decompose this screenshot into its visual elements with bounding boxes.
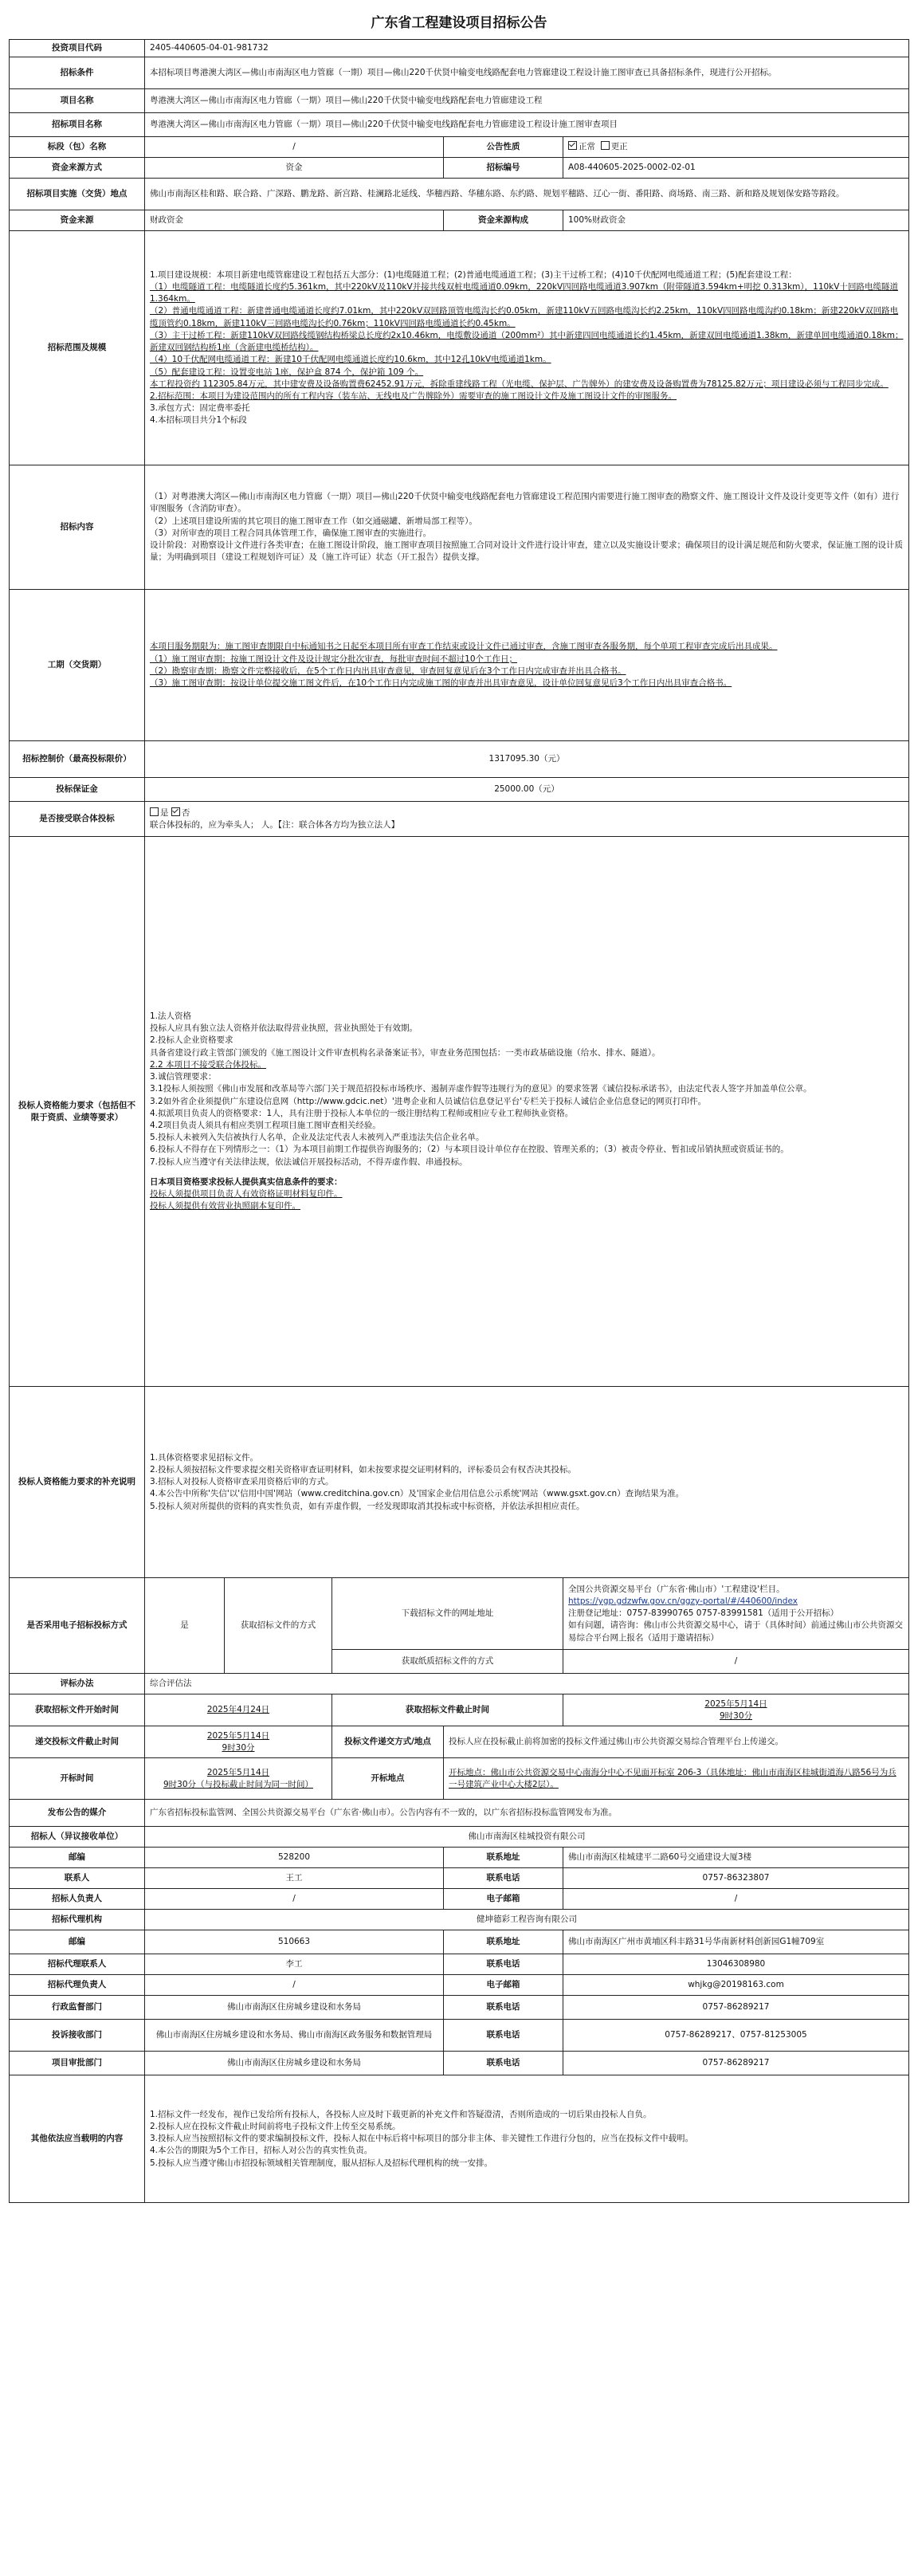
other bbox=[145, 2075, 909, 2203]
project-code-label: 投资项目代码 bbox=[10, 40, 145, 57]
price: 1317095.30（元） bbox=[145, 741, 909, 778]
extra-line: 4.本公告中所称'失信'以'信用中国'网站（www.creditchina.gov.cn）及'国家企业信用信息公示系统'网站（www.gsxt.gov.cn）查询结果为准。 bbox=[150, 1489, 685, 1499]
consortium-note: 联合体投标的，应为牵头人； 人。【注：联合体各方均为独立法人】 bbox=[150, 819, 400, 830]
announce-label: 公告性质 bbox=[444, 137, 563, 158]
open-place-label: 开标地点 bbox=[332, 1758, 444, 1800]
qualify-line: 4.2项目负责人须具有相应类别工程项目施工图审查相关经验。 bbox=[150, 1120, 381, 1130]
tender-name: 粤港澳大湾区—佛山市南海区电力管廊（一期）项目—佛山220千伏贤中输变电线路配套电力管廊建设工程设计施工图审查项目 bbox=[145, 113, 909, 137]
location-label: 招标项目实施（交货）地点 bbox=[10, 179, 145, 210]
phone-label: 联系电话 bbox=[444, 2020, 563, 2052]
download-line: 如有问题，请咨询：佛山市公共资源交易中心，请于（具体时间）前通过佛山市公共资源交易综合平台网上报名（适用于邀请招标） bbox=[568, 1620, 903, 1643]
qualify-line: 2.投标人企业资格要求 bbox=[150, 1035, 233, 1046]
agency-contact-label: 招标代理联系人 bbox=[10, 1954, 145, 1975]
row-eval bbox=[10, 1674, 909, 1694]
open-place: 开标地点：佛山市公共资源交易中心南海分中心不见面开标室 206-3（具体地址：佛山市南海区桂城街道海八路56号为兵一号建筑产业中心大楼2层）。 bbox=[444, 1758, 909, 1800]
complaint-label: 投诉接收部门 bbox=[10, 2020, 145, 2052]
other-line: 3.投标人应当按照招标文件的要求编制投标文件，投标人拟在中标后将中标项目的部分非主体、非关键性工作进行分包的，应当在投标文件中载明。 bbox=[150, 2134, 694, 2144]
row-fund bbox=[10, 210, 909, 231]
extra-label: 投标人资格能力要求的补充说明 bbox=[10, 1387, 145, 1578]
page-title: 广东省工程建设项目招标公告 bbox=[371, 15, 547, 31]
agency-label: 招标代理机构 bbox=[10, 1910, 145, 1930]
row-tenderer-leader bbox=[10, 1889, 909, 1910]
submit-place-label: 投标文件递交方式/地点 bbox=[332, 1726, 444, 1758]
content-line: （3）对所审查的项目工程合同具体管理工作，确保施工图审查的实施进行。 bbox=[150, 528, 432, 538]
consortium: 是 否 联合体投标的，应为牵头人； 人。【注：联合体各方均为独立法人】 bbox=[145, 802, 909, 837]
qualify-line: 具备省建设行政主管部门颁发的《施工图设计文件审查机构名录备案证书》，审查业务范围包括：一类市政基础设施（给水、排水、隧道）。 bbox=[150, 1047, 661, 1058]
fulfil-label: 项目审批部门 bbox=[10, 2052, 145, 2075]
tenderer-name: 佛山市南海区桂城投资有限公司 bbox=[145, 1827, 909, 1848]
row-agency-contact bbox=[10, 1954, 909, 1975]
row-period bbox=[10, 590, 909, 741]
row-complaint bbox=[10, 2020, 909, 2052]
get-start: 2025年4月24日 bbox=[145, 1694, 332, 1726]
row-qualify bbox=[10, 837, 909, 1387]
row-project-name bbox=[10, 89, 909, 113]
email: whjkg@20198163.com bbox=[563, 1975, 909, 1996]
qualify-notice-line: 投标人须提供项目负责人有效资格证明材料复印件。 bbox=[150, 1189, 343, 1200]
qualify-line: 3.诚信管理要求： bbox=[150, 1072, 217, 1082]
other-line: 2.投标人应在投标文件截止时间前将电子投标文件上传至交易系统。 bbox=[150, 2121, 401, 2131]
extra-line: 2.投标人须按招标文件要求提交相关资格审查证明材料，如未按要求提交证明材料的，评标委员会有权否决其投标。 bbox=[150, 1464, 577, 1475]
scope-line: （3）主干过桥工程：新建110kV双回路线缆钢结构桥梁总长度约2x10.46km，电缆敷设通道（200mm²）其中新建四回电缆通道长约1.45km，新建双回电缆通道1.38km，新建单回电缆通道0.18km；新建双回钢结构桥1座（含新建电缆桥结构）。 bbox=[150, 330, 904, 353]
other-line: 4.本公告的期限为5个工作日，招标人对公告的真实性负责。 bbox=[150, 2146, 373, 2156]
scope-line: 本工程投资约 112305.84万元，其中建安费及设备购置费62452.91万元，拆除重建线路工程（光电缆、保护层、广告牌外）的建安费及设备购置费为78125.82万元；项目建设必须与工程同步完成。 bbox=[150, 379, 889, 389]
agency-leader: / bbox=[145, 1975, 444, 1996]
paper-label: 获取纸质招标文件的方式 bbox=[332, 1650, 563, 1674]
content-line: （1）对粤港澳大湾区—佛山市南海区电力管廊（一期）项目—佛山220千伏贤中输变电线路配套电力管廊建设工程范围内需要进行施工图审查的勘察文件、施工图设计文件及设计变更等文件（如有）进行审图服务（含消防审查）。 bbox=[150, 492, 900, 514]
row-tender-name bbox=[10, 113, 909, 137]
download bbox=[563, 1578, 909, 1650]
announce-options: 正常 更正 bbox=[563, 137, 909, 158]
content-line: 设计阶段：对勘察设计文件进行各类审查；在施工图设计阶段，施工图审查项目按照施工合同对设计文件进行设计审查，建立以及实施设计要求；确保项目的设计满足规范和防火要求，保证施工图的设计质量；为明确到项目（建设工程规划许可证）及（施工许可证）状态（开工报告）提供支撑。 bbox=[150, 540, 903, 563]
period-line: 本项目服务期限为：施工图审查期限自中标通知书之日起至本项目所有审查工作结束或设计文件已通过审查，含施工图审查各服务期，每个单项工程审查完成后出具成果。 bbox=[150, 642, 778, 652]
fund: 财政资金 bbox=[145, 210, 444, 231]
scope-line: 2.招标范围：本项目为建设范围内的所有工程内容（装车站、无线电及广告牌除外）需要审查的施工图设计文件及施工图设计文件的审图服务。 bbox=[150, 391, 677, 401]
row-other bbox=[10, 2075, 909, 2203]
address-label: 联系地址 bbox=[444, 1930, 563, 1954]
paper: / bbox=[563, 1650, 909, 1674]
checkbox-consortium-no bbox=[171, 807, 180, 816]
phone: 0757-86323807 bbox=[563, 1868, 909, 1889]
supervise-label: 行政监督部门 bbox=[10, 1996, 145, 2020]
row-e-bidding bbox=[10, 1578, 909, 1650]
phone: 13046308980 bbox=[563, 1954, 909, 1975]
consortium-label: 是否接受联合体投标 bbox=[10, 802, 145, 837]
fund-source: 资金 bbox=[145, 158, 444, 179]
tender-name-label: 招标项目名称 bbox=[10, 113, 145, 137]
content bbox=[145, 465, 909, 590]
scope-label: 招标范围及规模 bbox=[10, 231, 145, 465]
period-label: 工期（交货期） bbox=[10, 590, 145, 741]
qualify-line: 3.2如外省企业须提供广东建设信息网（http://www.gdcic.net）'进粤企业和人员诚信信息登记平台'专栏关于投标人诚信企业信息登记的网页打印件。 bbox=[150, 1096, 707, 1106]
row-open bbox=[10, 1758, 909, 1800]
checkbox-correction bbox=[601, 141, 610, 150]
other-line: 5.投标人应当遵守佛山市招投标领域相关管理制度，服从招标人及招标代理机构的统一安排。 bbox=[150, 2158, 493, 2168]
media: 广东省招标投标监管网、全国公共资源交易平台（广东省·佛山市）。公告内容有不一致的，以广东省招标投标监管网发布为准。 bbox=[145, 1800, 909, 1827]
open: 2025年5月14日 9时30分（与投标截止时间为同一时间） bbox=[145, 1758, 332, 1800]
supervise-phone: 0757-86289217 bbox=[563, 1996, 909, 2020]
download-line: 注册登记地址：0757-83990765 0757-83991581（适用于公开招标） bbox=[568, 1608, 839, 1619]
row-submit bbox=[10, 1726, 909, 1758]
download-label: 下载招标文件的网址地址 bbox=[332, 1578, 563, 1650]
row-tenderer-contact bbox=[10, 1868, 909, 1889]
agency: 健坤德彩工程咨询有限公司 bbox=[145, 1910, 909, 1930]
phone-label: 联系电话 bbox=[444, 1996, 563, 2020]
other-label: 其他依法应当载明的内容 bbox=[10, 2075, 145, 2203]
tenderer-title: 招标人（异议接收单位） bbox=[10, 1827, 145, 1848]
announcement-table bbox=[9, 39, 909, 2203]
agency-leader-label: 招标代理负责人 bbox=[10, 1975, 145, 1996]
qualify-notice-line: 投标人须提供有效营业执照副本复印件。 bbox=[150, 1201, 300, 1211]
complaint: 佛山市南海区住房城乡建设和水务局、佛山市南海区政务服务和数据管理局 bbox=[145, 2020, 444, 2052]
get-end: 2025年5月14日 9时30分 bbox=[563, 1694, 909, 1726]
scope-line: （4）10千伏配网电缆通道工程：新建10千伏配网电缆通道长度约10.6km，其中12孔10kV电缆通道1km。 bbox=[150, 355, 551, 365]
scope-line: （1）电缆隧道工程：电缆隧道长度约5.361km，其中220kV及110kV并接共线双桩电缆通道0.09km，220kV四回路电缆通道3.907km（附带隧道3.594km+明挖 0.313km），110kV十回路电缆隧道1.364km。 bbox=[150, 282, 898, 304]
postcode: 510663 bbox=[145, 1930, 444, 1954]
qualify-line: 3.1投标人须按照《佛山市发展和改革局等六部门关于规范招投标市场秩序、遏制弄虚作假等违规行为的意见》的要求签署《诚信投标承诺书》，由法定代表人签字并加盖单位公章。 bbox=[150, 1084, 812, 1094]
download-line: 全国公共资源交易平台（广东省·佛山市）'工程建设'栏目。 bbox=[568, 1584, 785, 1594]
phone-label: 联系电话 bbox=[444, 2052, 563, 2075]
open-label: 开标时间 bbox=[10, 1758, 145, 1800]
project-code: 2405-440605-04-01-981732 bbox=[145, 40, 909, 57]
email: / bbox=[563, 1889, 909, 1910]
extra-line: 1.具体资格要求见招标文件。 bbox=[150, 1452, 259, 1463]
section: / bbox=[145, 137, 444, 158]
row-extra bbox=[10, 1387, 909, 1578]
contact: 李工 bbox=[145, 1954, 444, 1975]
e-label: 是否采用电子招标投标方式 bbox=[10, 1578, 145, 1674]
project-no: A08-440605-2025-0002-02-01 bbox=[563, 158, 909, 179]
fulfil: 佛山市南海区住房城乡建设和水务局 bbox=[145, 2052, 444, 2075]
scope-line: （2）普通电缆通道工程：新建普通电缆通道长度约7.01km，其中220kV双回路顶管电缆沟长约0.05km，新建110kV五回路电缆沟长约2.25km，110kV四回路电缆沟约0.18km；新建220kV双回路电缆顶管约0.18km，新建110kV三回路电缆沟长约0.76km；110kV四回路电缆通道长约0.45km。 bbox=[150, 306, 899, 328]
row-content bbox=[10, 465, 909, 590]
row-conditions bbox=[10, 57, 909, 89]
scope-line: 1.项目建设规模：本项目新建电缆管廊建设工程包括五大部分：(1)电缆隧道工程；(2)普通电缆通道工程；(3)主干过桥工程；(4)10千伏配网电缆通道工程；(5)配套建设工程： bbox=[150, 269, 797, 280]
row-price bbox=[10, 741, 909, 778]
qualify-line: 投标人应具有独立法人资格并依法取得营业执照，营业执照处于有效期。 bbox=[150, 1023, 418, 1034]
phone-label: 联系电话 bbox=[444, 1868, 563, 1889]
fund-ratio-label: 资金来源构成 bbox=[444, 210, 563, 231]
row-media bbox=[10, 1800, 909, 1827]
row-get-time bbox=[10, 1694, 909, 1726]
row-tenderer-postcode bbox=[10, 1848, 909, 1868]
scope-line: 4.本招标项目共分1个标段 bbox=[150, 415, 247, 426]
eval: 综合评估法 bbox=[145, 1674, 909, 1694]
row-agency-postcode bbox=[10, 1930, 909, 1954]
address-label: 联系地址 bbox=[444, 1848, 563, 1868]
qualify-line: 1.法人资格 bbox=[150, 1011, 192, 1021]
address: 佛山市南海区广州市黄埔区科丰路31号华南新材料创新园G1幢709室 bbox=[563, 1930, 909, 1954]
period-line: （3）施工图审查期：按设计单位提交施工图文件后，在10个工作日内完成施工图的审查并出具审查意见，设计单位回复意见后3个工作日内出具审查合格书。 bbox=[150, 677, 732, 688]
qualify-line: 2.2 本项目不接受联合体投标。 bbox=[150, 1059, 267, 1070]
period-line: （2）勘察审查期：勘察文件完整接收后，在5个工作日内出具审查意见，审查回复意见后在3个工作日内完成审查并出具合格书。 bbox=[150, 666, 626, 676]
media-label: 发布公告的媒介 bbox=[10, 1800, 145, 1827]
other-line: 1.招标文件一经发布，视作已发给所有投标人，各投标人应及时下载更新的补充文件和答疑澄清，否则所造成的一切后果由投标人自负。 bbox=[150, 2109, 652, 2119]
postcode-label: 邮编 bbox=[10, 1848, 145, 1868]
period-line: （1）施工图审查期：按施工图设计文件及设计规定分批次审查，每批审查时间不超过10个工作日； bbox=[150, 654, 518, 664]
extra bbox=[145, 1387, 909, 1578]
bond: 25000.00（元） bbox=[145, 778, 909, 802]
row-consortium bbox=[10, 802, 909, 837]
extra-line: 5.投标人须对所提供的资料的真实性负责，如有弄虚作假，一经发现即取消其投标或中标资格，并依法承担相应责任。 bbox=[150, 1501, 585, 1511]
contact-label: 联系人 bbox=[10, 1868, 145, 1889]
fund-source-label: 资金来源方式 bbox=[10, 158, 145, 179]
scope-line: （5）配套建设工程：设置变电站 1座，保护盒 874 个，保护箱 109 个。 bbox=[150, 367, 424, 377]
email-label: 电子邮箱 bbox=[444, 1975, 563, 1996]
section-label: 标段（包）名称 bbox=[10, 137, 145, 158]
qualify-label: 投标人资格能力要求（包括但不限于资质、业绩等要求） bbox=[10, 837, 145, 1387]
bond-label: 投标保证金 bbox=[10, 778, 145, 802]
qualify-line: 7.投标人应当遵守有关法律法规，依法诚信开展投标活动，不得弄虚作假、串通投标。 bbox=[150, 1156, 468, 1167]
complaint-phone: 0757-86289217、0757-81253005 bbox=[563, 2020, 909, 2052]
row-scope bbox=[10, 231, 909, 465]
checkbox-consortium-yes bbox=[150, 807, 159, 816]
content-line: （2）上述项目建设所需的其它项目的施工图审查工作（如交通磁罐、新增局部工程等）。 bbox=[150, 516, 477, 526]
checkbox-normal bbox=[568, 141, 577, 150]
price-label: 招标控制价（最高投标限价） bbox=[10, 741, 145, 778]
leader: / bbox=[145, 1889, 444, 1910]
row-tenderer bbox=[10, 1827, 909, 1848]
content-label: 招标内容 bbox=[10, 465, 145, 590]
conditions: 本招标项目粤港澳大湾区—佛山市南海区电力管廊（一期）项目—佛山220千伏贤中输变电线路配套电力管廊建设工程设计施工图审查已具备招标条件，现进行公开招标。 bbox=[145, 57, 909, 89]
scope-line: 3.承包方式：固定费率委托 bbox=[150, 403, 250, 414]
download-url-link[interactable]: https://ygp.gdzwfw.gov.cn/ggzy-portal/#/440600/index bbox=[568, 1596, 798, 1606]
scope bbox=[145, 231, 909, 465]
row-project-code bbox=[10, 40, 909, 57]
address: 佛山市南海区桂城建平二路60号交通建设大厦3楼 bbox=[563, 1848, 909, 1868]
postcode-label: 邮编 bbox=[10, 1930, 145, 1954]
qualify bbox=[145, 837, 909, 1387]
postcode: 528200 bbox=[145, 1848, 444, 1868]
row-fund-source bbox=[10, 158, 909, 179]
eval-label: 评标办法 bbox=[10, 1674, 145, 1694]
row-agency bbox=[10, 1910, 909, 1930]
supervise: 佛山市南海区住房城乡建设和水务局 bbox=[145, 1996, 444, 2020]
row-section bbox=[10, 137, 909, 158]
contact: 王工 bbox=[145, 1868, 444, 1889]
email-label: 电子邮箱 bbox=[444, 1889, 563, 1910]
e-value: 是 bbox=[145, 1578, 225, 1674]
conditions-label: 招标条件 bbox=[10, 57, 145, 89]
qualify-notice-title: 日本项目资格要求投标人提供真实信息条件的要求： bbox=[150, 1176, 343, 1187]
submit-label: 递交投标文件截止时间 bbox=[10, 1726, 145, 1758]
fund-ratio: 100%财政资金 bbox=[563, 210, 909, 231]
submit-place: 投标人应在投标截止前将加密的投标文件通过佛山市公共资源交易综合管理平台上传递交。 bbox=[444, 1726, 909, 1758]
project-name: 粤港澳大湾区—佛山市南海区电力管廊（一期）项目—佛山220千伏贤中输变电线路配套电力管廊建设工程 bbox=[145, 89, 909, 113]
obtain-label: 获取招标文件的方式 bbox=[225, 1578, 332, 1674]
qualify-line: 5.投标人未被列入失信被执行人名单，企业及法定代表人未被列入严重违法失信企业名单。 bbox=[150, 1133, 484, 1143]
row-fulfil bbox=[10, 2052, 909, 2075]
extra-line: 3.招标人对投标人资格审查采用资格后审的方式。 bbox=[150, 1477, 334, 1487]
location: 佛山市南海区桂和路、联合路、广深路、鹏龙路、新宫路、桂澜路北延线、华穗西路、华穗东路、东约路、规划平穗路、辽心一街、番阳路、商场路、南三路、新和路及规划保安路等路段。 bbox=[145, 179, 909, 210]
qualify-line: 6.投标人不得存在下列情形之一：（1）为本项目前期工作提供咨询服务的；（2）与本项目设计单位存在控股、管理关系的；（3）被责令停业、暂扣或吊销执照或资质证书的。 bbox=[150, 1145, 789, 1155]
project-name-label: 项目名称 bbox=[10, 89, 145, 113]
get-end-label: 获取招标文件截止时间 bbox=[332, 1694, 563, 1726]
period bbox=[145, 590, 909, 741]
row-bond bbox=[10, 778, 909, 802]
leader-label: 招标人负责人 bbox=[10, 1889, 145, 1910]
qualify-line: 4.拟派项目负责人的资格要求：1人，具有注册于投标人本单位的一级注册结构工程师或相应专业工程师执业资格。 bbox=[150, 1108, 574, 1118]
submit: 2025年5月14日 9时30分 bbox=[145, 1726, 332, 1758]
project-no-label: 招标编号 bbox=[444, 158, 563, 179]
fulfil-phone: 0757-86289217 bbox=[563, 2052, 909, 2075]
phone-label: 联系电话 bbox=[444, 1954, 563, 1975]
row-supervise bbox=[10, 1996, 909, 2020]
get-start-label: 获取招标文件开始时间 bbox=[10, 1694, 145, 1726]
fund-label: 资金来源 bbox=[10, 210, 145, 231]
announcement-page bbox=[9, 5, 909, 2203]
row-location bbox=[10, 179, 909, 210]
row-agency-leader bbox=[10, 1975, 909, 1996]
